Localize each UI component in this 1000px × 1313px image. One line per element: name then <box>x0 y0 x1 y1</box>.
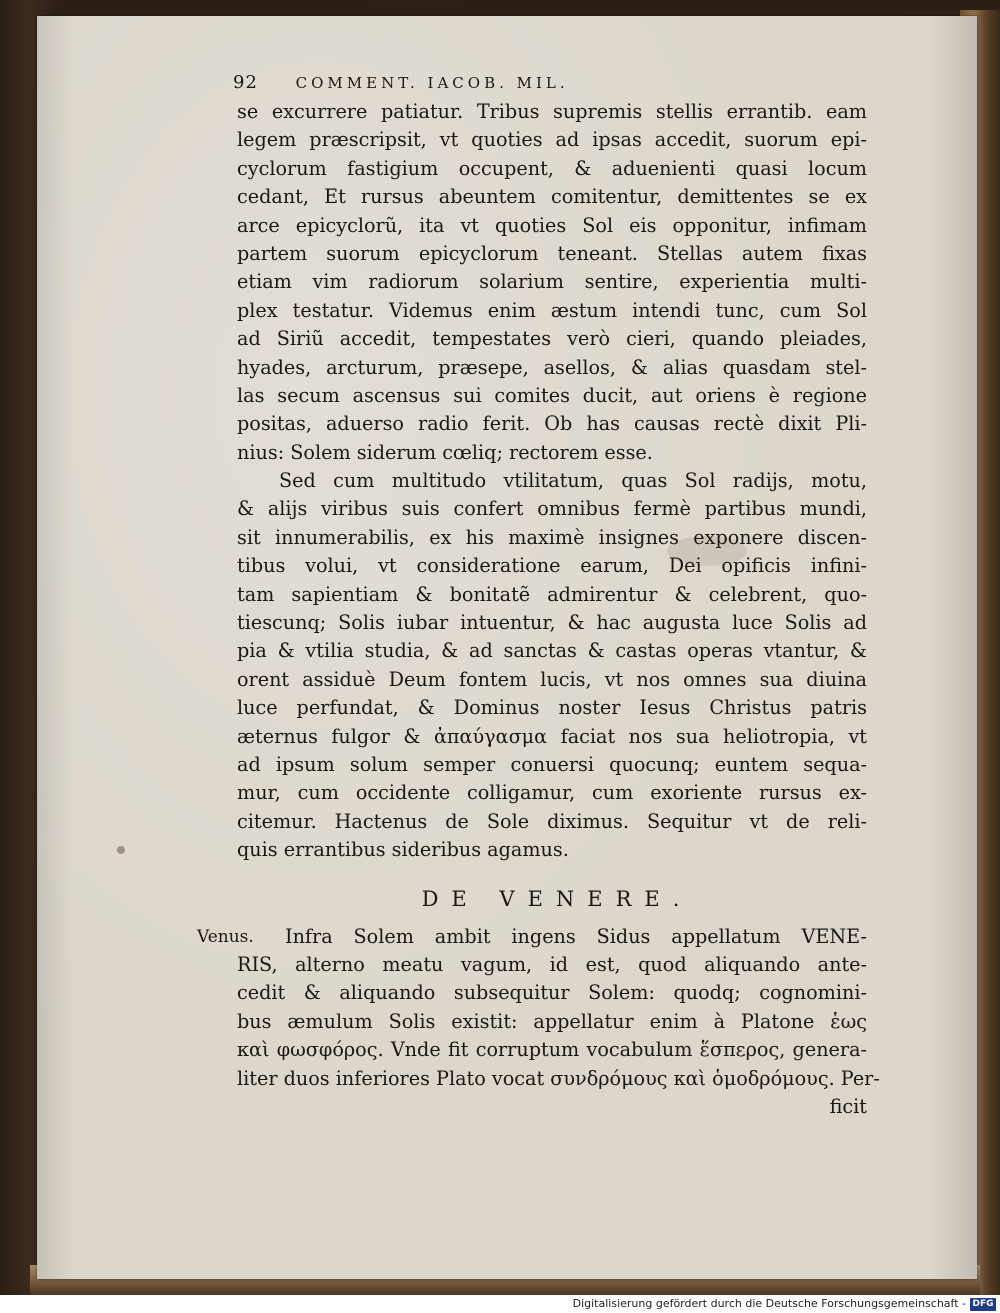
text-line: æternus fulgor & ἀπαύγασμα faciat nos sua heliotropia, vt <box>237 724 867 748</box>
text-line: las secum ascensus sui comites ducit, aut oriens è regione <box>237 383 867 407</box>
text-line: se excurrere patiatur. Tribus supremis stellis errantib. eam <box>237 100 867 123</box>
page-number: 92 <box>233 72 258 93</box>
body-text <box>237 98 880 1121</box>
running-header <box>233 72 569 93</box>
text-line: citemur. Hactenus de Sole diximus. Sequitur vt de reli- <box>237 809 867 833</box>
margin-note: Venus. <box>197 927 254 947</box>
text-line: tam sapientiam & bonitatẽ admirentur & celebrent, quo- <box>237 582 867 606</box>
text-line: ad Siriũ accedit, tempestates verò cieri, quando pleiades, <box>237 327 867 351</box>
text-line: Sed cum multitudo vtilitatum, quas Sol radijs, motu, <box>279 469 867 493</box>
text-line: ad ipsum solum semper conuersi quocunq; euntem sequa- <box>237 752 867 776</box>
text-line: pia & vtilia studia, & ad sanctas & castas operas vtantur, & <box>237 639 867 663</box>
text-line: sit innumerabilis, ex his maximè insignes exponere discen- <box>237 525 867 549</box>
text-line: partem suorum epicyclorum teneant. Stellas autem fixas <box>237 241 867 265</box>
text-line: luce perfundat, & Dominus noster Iesus Christus patris <box>237 696 867 720</box>
text-line: hyades, arcturum, præsepe, asellos, & alias quasdam stel- <box>237 355 867 379</box>
text-line: RIS, alterno meatu vagum, id est, quod aliquando ante- <box>237 952 867 976</box>
text-line: plex testatur. Videmus enim æstum intendi tunc, cum Sol <box>237 298 867 322</box>
text-line: positas, aduerso radio ferit. Ob has causas rectè dixit Pli- <box>237 412 867 436</box>
text-line: tibus volui, vt consideratione earum, Dei opificis infini- <box>237 554 867 578</box>
text-line: orent assiduè Deum fontem lucis, vt nos omnes sua diuina <box>237 667 867 691</box>
text-line: legem præscripsit, vt quoties ad ipsas accedit, suorum epi- <box>237 128 867 152</box>
footer-bar <box>0 1295 1000 1313</box>
text-line: liter duos inferiores Plato vocat συνδρόμους καὶ ὁμοδρόμους. Per- <box>237 1066 880 1090</box>
text-line: cedit & aliquando subsequitur Solem: quodq; cognomini- <box>237 981 867 1005</box>
text-line: etiam vim radiorum solarium sentire, experientia multi- <box>237 270 867 294</box>
dfg-logo: DFG <box>970 1298 996 1311</box>
text-line: nius: Solem siderum cœliq; rectorem esse. <box>237 440 653 464</box>
text-line: cedant, Et rursus abeuntem comitentur, demittentes se ex <box>237 185 867 209</box>
funding-notice: Digitalisierung gefördert durch die Deutsche Forschungsgemeinschaft - <box>572 1297 966 1310</box>
text-line: & alijs viribus suis confert omnibus fermè partibus mundi, <box>237 497 867 521</box>
text-line: καὶ φωσφόρος. Vnde fit corruptum vocabulum ἕσπερος, genera- <box>237 1038 867 1062</box>
ink-speck <box>117 846 125 854</box>
text-line: quis errantibus sideribus agamus. <box>237 838 569 862</box>
text-line: tiescunq; Solis iubar intuentur, & hac augusta luce Solis ad <box>237 611 867 635</box>
section-heading: DE VENERE. <box>421 886 693 911</box>
text-line: cyclorum fastigium occupent, & aduenienti quasi locum <box>237 156 867 180</box>
catchword: ficit <box>829 1094 867 1118</box>
text-line: bus æmulum Solis existit: appellatur enim à Platone ἑως <box>237 1009 867 1033</box>
running-title: COMMENT. IACOB. MIL. <box>295 74 569 92</box>
text-line: arce epicyclorũ, ita vt quoties Sol eis opponitur, infimam <box>237 213 867 237</box>
text-line: mur, cum occidente colligamur, cum exoriente rursus ex- <box>237 781 867 805</box>
text-line: Infra Solem ambit ingens Sidus appellatum VENE- <box>285 924 867 948</box>
